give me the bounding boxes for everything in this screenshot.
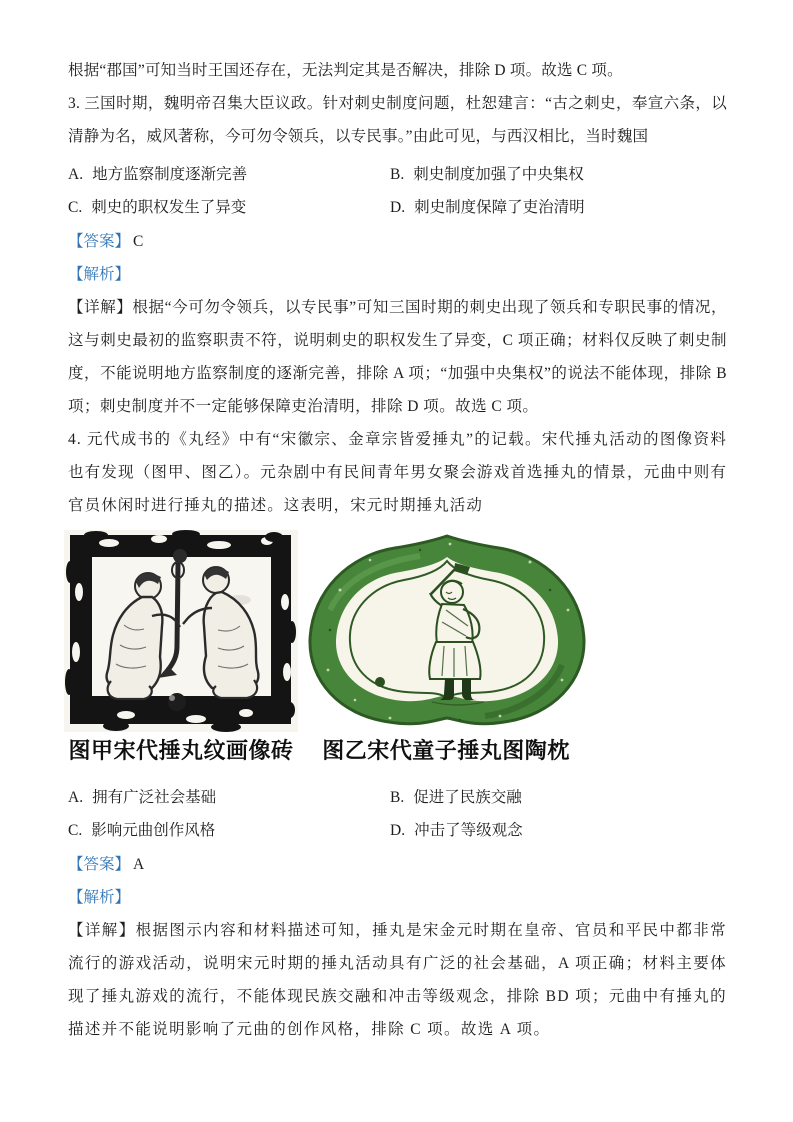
figure-jia-caption: 图甲宋代捶丸纹画像砖 [68,738,294,763]
q3-option-a [68,158,390,191]
q4-answer-label: 【答案】 [68,856,131,873]
q4-option-a-label: A. [68,789,84,806]
q3-option-d-text: 刺史制度保障了吏治清明 [414,199,585,216]
q4-option-b-text: 促进了民族交融 [413,789,522,806]
q3-option-d [390,191,727,224]
question-3-stem: 3. 三国时期，魏明帝召集大臣议政。针对刺史制度问题，杜恕建言：“古之刺史，奉宣六条，以清静为名，威风著称，今可勿令领兵，以专民事。”由此可见，与西汉相比，当时魏国 [68,95,727,145]
q4-detail-paragraph [68,914,727,1046]
q3-option-c-label: C. [68,199,83,216]
question-4-options [68,781,727,847]
q4-analysis-label: 【解析】 [68,889,131,906]
q4-option-a [68,781,390,814]
q4-option-c-text: 影响元曲创作风格 [91,822,216,839]
q4-answer-line [68,848,727,881]
q3-answer-value: C [133,233,144,250]
q3-analysis-label: 【解析】 [68,266,131,283]
q3-option-c-text: 刺史的职权发生了异变 [91,199,247,216]
q3-option-b [390,158,727,191]
q3-detail-label: 【详解】 [68,299,133,316]
figure-yi-caption: 图乙宋代童子捶丸图陶枕 [322,738,570,763]
q3-answer-label: 【答案】 [68,233,131,250]
question-4-figures [64,530,727,766]
chuiwan-brick-rubbing-image [64,530,298,732]
q3-option-b-text: 刺史制度加强了中央集权 [413,166,584,183]
q4-option-d-label: D. [390,822,406,839]
question-3-options [68,158,727,224]
question-4-stem: 4. 元代成书的《丸经》中有“宋徽宗、金章宗皆爱捶丸”的记载。宋代捶丸活动的图像资料也有发现（图甲、图乙）。元杂剧中有民间青年男女聚会游戏首选捶丸的情景，元曲中则有官员休闲时进行捶丸的描述。这表明，宋元时期捶丸活动 [68,431,727,514]
q3-option-c [68,191,390,224]
q4-answer-value: A [133,856,145,873]
q3-option-a-label: A. [68,166,84,183]
q3-option-d-label: D. [390,199,406,216]
chuiwan-pillow-image [300,530,592,732]
q4-option-d-text: 冲击了等级观念 [414,822,523,839]
q4-option-c-label: C. [68,822,83,839]
q3-option-a-text: 地方监察制度逐渐完善 [92,166,248,183]
q3-option-b-label: B. [390,166,405,183]
q4-option-d [390,814,727,847]
q4-option-a-text: 拥有广泛社会基础 [92,789,217,806]
q4-option-b-label: B. [390,789,405,806]
q4-detail-label: 【详解】 [68,922,136,939]
q4-analysis-line [68,881,727,914]
previous-answer-tail: 根据“郡国”可知当时王国还存在，无法判定其是否解决，排除 D 项。故选 C 项。 [68,62,623,79]
q4-option-b [390,781,727,814]
q3-answer-line [68,225,727,258]
figure-jia [64,530,298,766]
q4-option-c [68,814,390,847]
q3-detail-paragraph [68,291,727,423]
figure-yi [300,530,592,766]
q3-detail-text: 根据“今可勿令领兵，以专民事”可知三国时期的刺史出现了领兵和专职民事的情况，这与刺史最初的监察职责不符，说明刺史的职权发生了异变，C 项正确；材料仅反映了刺史制度，不能说明地方监察制度的逐渐完善，排除 A 项；“加强中央集权”的说法不能体现，排除 B 项；刺史制度并不一定能够保障吏治清明，排除 D 项。故选 C 项。 [68,299,727,415]
q3-analysis-line [68,258,727,291]
q4-detail-text: 根据图示内容和材料描述可知，捶丸是宋金元时期在皇帝、官员和平民中都非常流行的游戏活动，说明宋元时期的捶丸活动具有广泛的社会基础，A 项正确；材料主要体现了捶丸游戏的流行，不能体现民族交融和冲击等级观念，排除 BD 项；元曲中有捶丸的描述并不能说明影响了元曲的创作风格，排除 C 项。故选 A 项。 [68,922,727,1038]
